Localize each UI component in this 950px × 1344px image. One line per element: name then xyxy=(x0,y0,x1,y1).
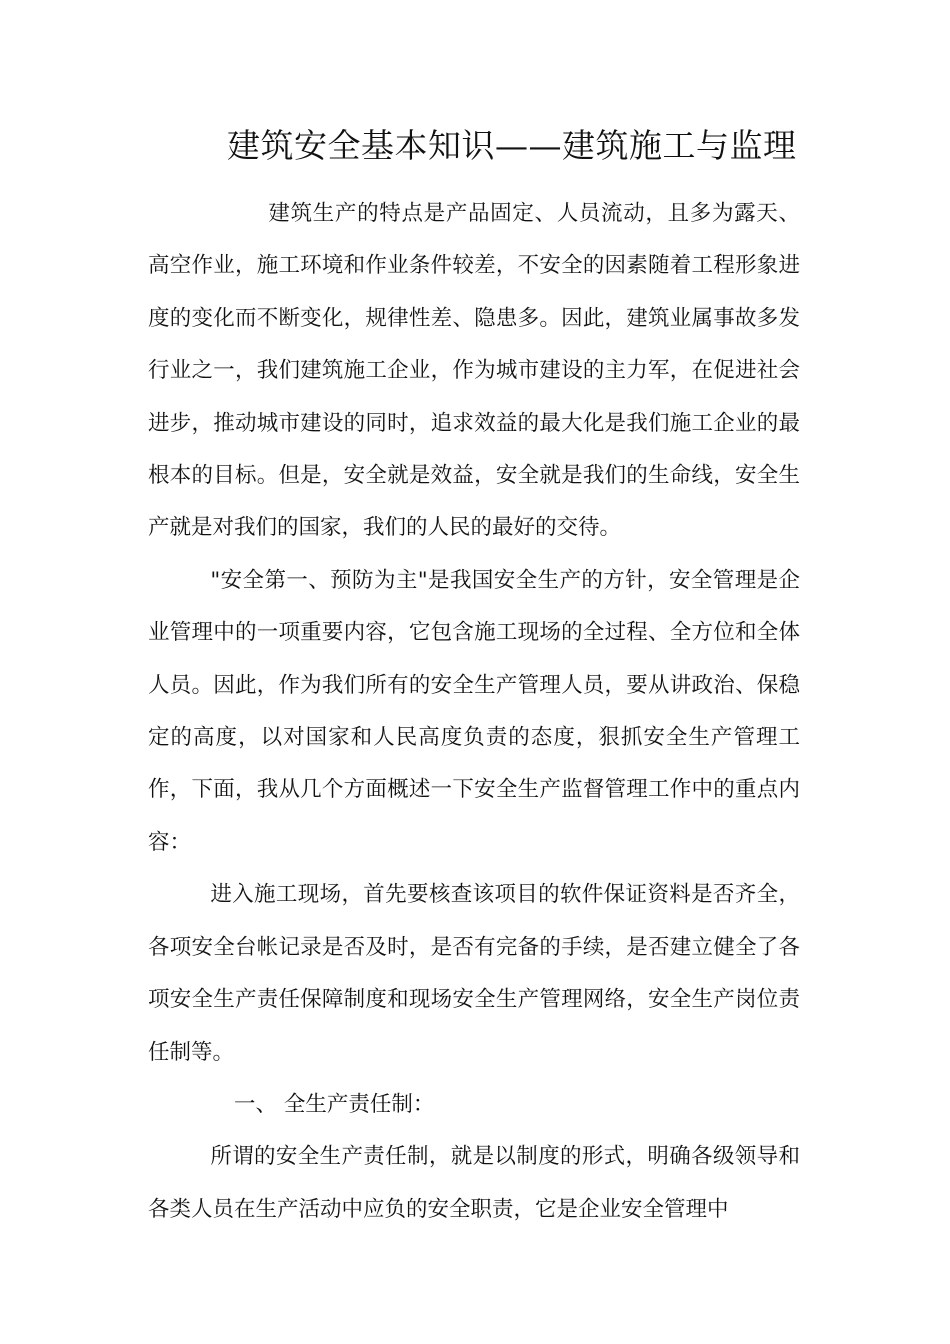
paragraph-site-check: 进入施工现场，首先要核查该项目的软件保证资料是否齐全，各项安全台帐记录是否及时，是否有完备的手续，是否建立健全了各项安全生产责任保障制度和现场安全生产管理网络，安全生产岗位责任制等。 xyxy=(148,882,800,1065)
paragraph-safety-policy: "安全第一、预防为主"是我国安全生产的方针，安全管理是企业管理中的一项重要内容，它包含施工现场的全过程、全方位和全体人员。因此，作为我们所有的安全生产管理人员，要从讲政治、保稳定的高度，以对国家和人民高度负责的态度，狠抓安全生产管理工作，下面，我从几个方面概述一下安全生产监督管理工作中的重点内容： xyxy=(148,567,800,855)
section-heading-responsibility: 一、 全生产责任制： xyxy=(234,1091,435,1117)
paragraph-responsibility-system: 所谓的安全生产责任制，就是以制度的形式，明确各级领导和各类人员在生产活动中应负的安全职责，它是企业安全管理中 xyxy=(148,1144,800,1222)
paragraph-intro: 建筑生产的特点是产品固定、人员流动，且多为露天、高空作业，施工环境和作业条件较差，不安全的因素随着工程形象进度的变化而不断变化，规律性差、隐患多。因此，建筑业属事故多发行业之一，我们建筑施工企业，作为城市建设的主力军，在促进社会进步，推动城市建设的同时，追求效益的最大化是我们施工企业的最根本的目标。但是，安全就是效益，安全就是我们的生命线，安全生产就是对我们的国家，我们的人民的最好的交待。 xyxy=(148,201,800,541)
document-title: 建筑安全基本知识——建筑施工与监理 xyxy=(227,126,797,165)
document-body xyxy=(148,188,800,1236)
